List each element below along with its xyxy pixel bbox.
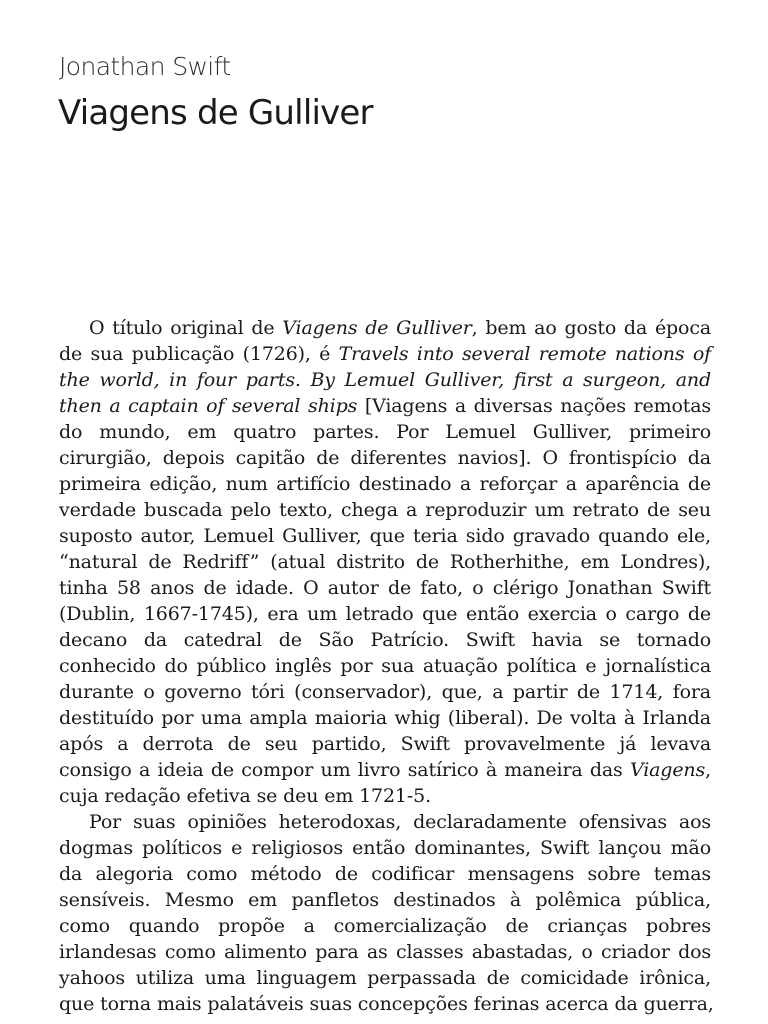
text-segment: que torna mais palatáveis suas concepções ferinas acerca da guerra, [59, 993, 714, 1015]
text-segment: dogmas políticos e religiosos então dominantes, Swift lançou mão [59, 837, 711, 859]
text-line [59, 653, 711, 679]
text-line [59, 393, 711, 419]
body-text [59, 315, 714, 1017]
text-segment: conhecido do público inglês por sua atuação política e jornalística [59, 655, 711, 677]
text-segment: suposto autor, Lemuel Gulliver, que teria sido gravado quando ele, [59, 525, 711, 547]
text-segment: primeira edição, num artifício destinado a reforçar a aparência de [59, 473, 711, 495]
text-line [59, 705, 711, 731]
text-segment: “natural de Redriff” (atual distrito de Rotherhithe, em Londres), [59, 551, 711, 573]
paragraph [59, 315, 711, 809]
text-segment: , [705, 759, 711, 781]
book-title: Viagens de Gulliver [58, 93, 373, 133]
text-line [59, 731, 711, 757]
text-line [59, 679, 711, 705]
text-segment: (Dublin, 1667-1745), era um letrado que então exercia o cargo de [59, 603, 711, 625]
text-segment: [Viagens a diversas nações remotas [357, 395, 711, 417]
text-line [59, 627, 711, 653]
italic-text: the world, in four parts. By Lemuel Gulliver, first a surgeon, and [59, 369, 711, 391]
text-line [59, 549, 711, 575]
text-line [59, 315, 711, 341]
text-segment: , bem ao gosto da época [471, 317, 712, 339]
text-segment: de sua publicação (1726), é [59, 343, 339, 365]
text-segment: irlandesas como alimento para as classes abastadas, o criador dos [59, 941, 711, 963]
text-segment: cuja redação efetiva se deu em 1721-5. [59, 785, 431, 807]
text-line [59, 419, 711, 445]
text-line [59, 445, 711, 471]
text-segment: do mundo, em quatro partes. Por Lemuel Gulliver, primeiro [59, 421, 711, 443]
text-line [59, 575, 711, 601]
text-line [59, 991, 714, 1017]
paragraph [59, 809, 714, 1017]
text-line [59, 913, 711, 939]
text-line [59, 523, 711, 549]
text-line [59, 809, 711, 835]
text-segment: como quando propõe a comercialização de crianças pobres [59, 915, 711, 937]
text-line [59, 887, 711, 913]
text-line [59, 835, 711, 861]
text-line [59, 341, 711, 367]
text-segment: cirurgião, depois capitão de diferentes navios]. O frontispício da [59, 447, 711, 469]
italic-text: then a captain of several ships [59, 395, 358, 417]
italic-text: Viagens de Gulliver [282, 317, 472, 339]
text-segment: verdade buscada pelo texto, chega a reproduzir um retrato de seu [59, 499, 711, 521]
text-segment: Por suas opiniões heterodoxas, declaradamente ofensivas aos [89, 811, 711, 833]
text-segment: durante o governo tóri (conservador), que, a partir de 1714, fora [59, 681, 711, 703]
text-line [59, 757, 711, 783]
text-segment: yahoos utiliza uma linguagem perpassada de comicidade irônica, [59, 967, 711, 989]
text-segment: destituído por uma ampla maioria whig (liberal). De volta à Irlanda [59, 707, 711, 729]
text-segment: O título original de [89, 317, 283, 339]
italic-text: Viagens [629, 759, 706, 781]
text-line [59, 939, 711, 965]
text-line [59, 497, 711, 523]
italic-text: Travels into several remote nations of [338, 343, 711, 365]
text-line [59, 861, 711, 887]
text-line [59, 783, 711, 809]
text-line [59, 367, 711, 393]
text-line [59, 471, 711, 497]
text-line [59, 601, 711, 627]
text-line [59, 965, 711, 991]
text-segment: decano da catedral de São Patrício. Swift havia se tornado [59, 629, 711, 651]
text-segment: tinha 58 anos de idade. O autor de fato, o clérigo Jonathan Swift [59, 577, 711, 599]
text-segment: sensíveis. Mesmo em panfletos destinados à polêmica pública, [59, 889, 711, 911]
text-segment: após a derrota de seu partido, Swift provavelmente já levava [59, 733, 711, 755]
text-segment: da alegoria como método de codificar mensagens sobre temas [59, 863, 711, 885]
text-segment: consigo a ideia de compor um livro satírico à maneira das [59, 759, 630, 781]
author-name: Jonathan Swift [59, 52, 231, 81]
